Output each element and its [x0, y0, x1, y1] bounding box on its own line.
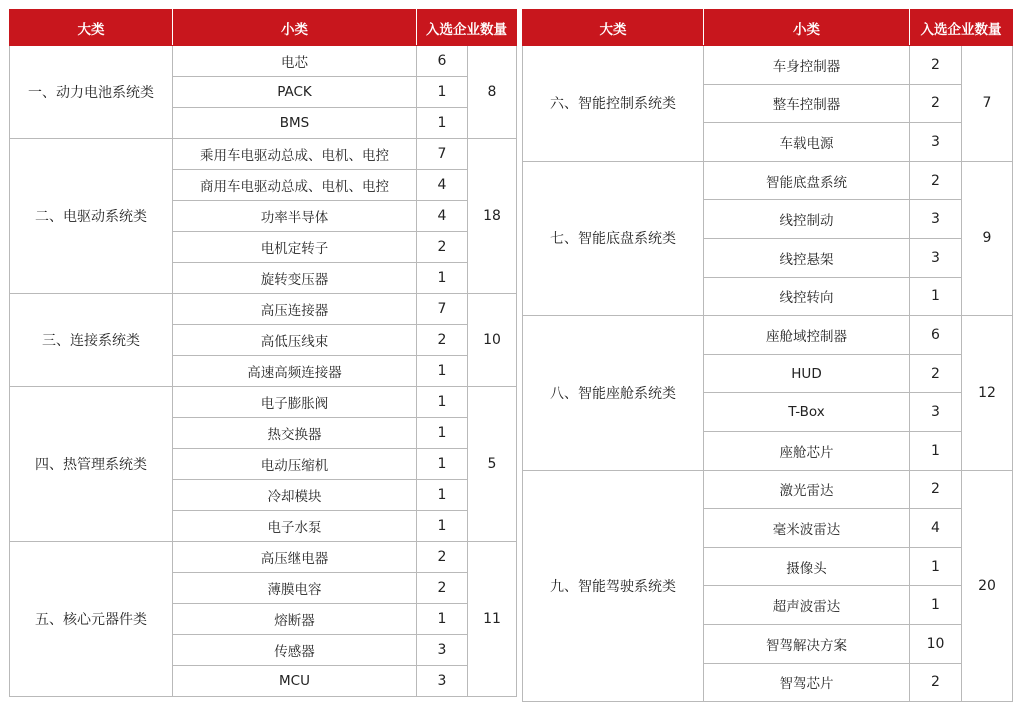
minor-category-cell: 高压继电器 [173, 542, 417, 573]
subcategory-count-cell: 1 [417, 449, 468, 480]
header-count: 入选企业数量 [417, 10, 517, 46]
major-category-cell: 九、智能驾驶系统类 [523, 470, 704, 702]
subcategory-count-cell: 4 [417, 170, 468, 201]
subcategory-count-cell: 2 [910, 161, 962, 200]
minor-category-cell: 车载电源 [704, 123, 910, 162]
table-row [523, 470, 1013, 509]
minor-category-cell: 智驾解决方案 [704, 624, 910, 663]
subcategory-count-cell: 3 [910, 238, 962, 277]
category-total-cell: 9 [962, 161, 1013, 315]
subcategory-count-cell: 2 [910, 84, 962, 123]
subcategory-count-cell: 1 [417, 480, 468, 511]
table-row [10, 139, 517, 170]
subcategory-count-cell: 2 [417, 325, 468, 356]
subcategory-count-cell: 1 [417, 263, 468, 294]
minor-category-cell: 热交换器 [173, 418, 417, 449]
minor-category-cell: 旋转变压器 [173, 263, 417, 294]
minor-category-cell: 毫米波雷达 [704, 509, 910, 548]
major-category-cell: 四、热管理系统类 [10, 387, 173, 542]
subcategory-count-cell: 1 [417, 356, 468, 387]
subcategory-count-cell: 4 [910, 509, 962, 548]
major-category-cell: 一、动力电池系统类 [10, 46, 173, 139]
subcategory-count-cell: 2 [910, 663, 962, 702]
minor-category-cell: 高低压线束 [173, 325, 417, 356]
minor-category-cell: BMS [173, 108, 417, 139]
minor-category-cell: 功率半导体 [173, 201, 417, 232]
table-row [523, 316, 1013, 355]
header-minor: 小类 [173, 10, 417, 46]
subcategory-count-cell: 3 [417, 635, 468, 666]
minor-category-cell: T-Box [704, 393, 910, 432]
subcategory-count-cell: 1 [417, 511, 468, 542]
subcategory-count-cell: 7 [417, 139, 468, 170]
minor-category-cell: 熔断器 [173, 604, 417, 635]
major-category-cell: 五、核心元器件类 [10, 542, 173, 697]
subcategory-count-cell: 2 [417, 232, 468, 263]
minor-category-cell: 电子水泵 [173, 511, 417, 542]
minor-category-cell: 商用车电驱动总成、电机、电控 [173, 170, 417, 201]
subcategory-count-cell: 1 [910, 586, 962, 625]
subcategory-count-cell: 1 [910, 277, 962, 316]
subcategory-count-cell: 7 [417, 294, 468, 325]
category-total-cell: 7 [962, 46, 1013, 162]
category-total-cell: 10 [468, 294, 517, 387]
header-row [523, 10, 1013, 46]
subcategory-count-cell: 1 [417, 604, 468, 635]
table-row [10, 387, 517, 418]
minor-category-cell: 摄像头 [704, 547, 910, 586]
subcategory-count-cell: 3 [417, 666, 468, 697]
minor-category-cell: 超声波雷达 [704, 586, 910, 625]
minor-category-cell: 电子膨胀阀 [173, 387, 417, 418]
minor-category-cell: 线控制动 [704, 200, 910, 239]
header-count: 入选企业数量 [910, 10, 1013, 46]
minor-category-cell: 高速高频连接器 [173, 356, 417, 387]
subcategory-count-cell: 10 [910, 624, 962, 663]
table-row [10, 542, 517, 573]
subcategory-count-cell: 6 [910, 316, 962, 355]
minor-category-cell: 传感器 [173, 635, 417, 666]
category-total-cell: 11 [468, 542, 517, 697]
minor-category-cell: 高压连接器 [173, 294, 417, 325]
table-row [10, 46, 517, 77]
table-row [523, 46, 1013, 85]
header-major: 大类 [523, 10, 704, 46]
table-row [10, 294, 517, 325]
minor-category-cell: 线控悬架 [704, 238, 910, 277]
left-category-table [9, 9, 517, 697]
major-category-cell: 七、智能底盘系统类 [523, 161, 704, 315]
minor-category-cell: HUD [704, 354, 910, 393]
minor-category-cell: 薄膜电容 [173, 573, 417, 604]
minor-category-cell: 座舱芯片 [704, 431, 910, 470]
category-total-cell: 18 [468, 139, 517, 294]
minor-category-cell: 座舱域控制器 [704, 316, 910, 355]
subcategory-count-cell: 2 [910, 46, 962, 85]
header-row [10, 10, 517, 46]
subcategory-count-cell: 6 [417, 46, 468, 77]
subcategory-count-cell: 2 [910, 470, 962, 509]
minor-category-cell: 电芯 [173, 46, 417, 77]
subcategory-count-cell: 3 [910, 123, 962, 162]
category-total-cell: 5 [468, 387, 517, 542]
minor-category-cell: 智驾芯片 [704, 663, 910, 702]
minor-category-cell: 电动压缩机 [173, 449, 417, 480]
minor-category-cell: 智能底盘系统 [704, 161, 910, 200]
subcategory-count-cell: 4 [417, 201, 468, 232]
minor-category-cell: MCU [173, 666, 417, 697]
major-category-cell: 八、智能座舱系统类 [523, 316, 704, 470]
minor-category-cell: 乘用车电驱动总成、电机、电控 [173, 139, 417, 170]
category-total-cell: 12 [962, 316, 1013, 470]
subcategory-count-cell: 1 [417, 77, 468, 108]
minor-category-cell: 整车控制器 [704, 84, 910, 123]
table-row [523, 161, 1013, 200]
subcategory-count-cell: 1 [417, 108, 468, 139]
header-major: 大类 [10, 10, 173, 46]
subcategory-count-cell: 3 [910, 393, 962, 432]
major-category-cell: 六、智能控制系统类 [523, 46, 704, 162]
subcategory-count-cell: 1 [417, 418, 468, 449]
minor-category-cell: 激光雷达 [704, 470, 910, 509]
subcategory-count-cell: 1 [417, 387, 468, 418]
category-total-cell: 8 [468, 46, 517, 139]
minor-category-cell: 冷却模块 [173, 480, 417, 511]
subcategory-count-cell: 2 [910, 354, 962, 393]
subcategory-count-cell: 2 [417, 573, 468, 604]
minor-category-cell: PACK [173, 77, 417, 108]
minor-category-cell: 线控转向 [704, 277, 910, 316]
right-category-table [522, 9, 1013, 702]
minor-category-cell: 电机定转子 [173, 232, 417, 263]
major-category-cell: 二、电驱动系统类 [10, 139, 173, 294]
major-category-cell: 三、连接系统类 [10, 294, 173, 387]
subcategory-count-cell: 2 [417, 542, 468, 573]
header-minor: 小类 [704, 10, 910, 46]
subcategory-count-cell: 3 [910, 200, 962, 239]
category-total-cell: 20 [962, 470, 1013, 702]
minor-category-cell: 车身控制器 [704, 46, 910, 85]
subcategory-count-cell: 1 [910, 431, 962, 470]
subcategory-count-cell: 1 [910, 547, 962, 586]
